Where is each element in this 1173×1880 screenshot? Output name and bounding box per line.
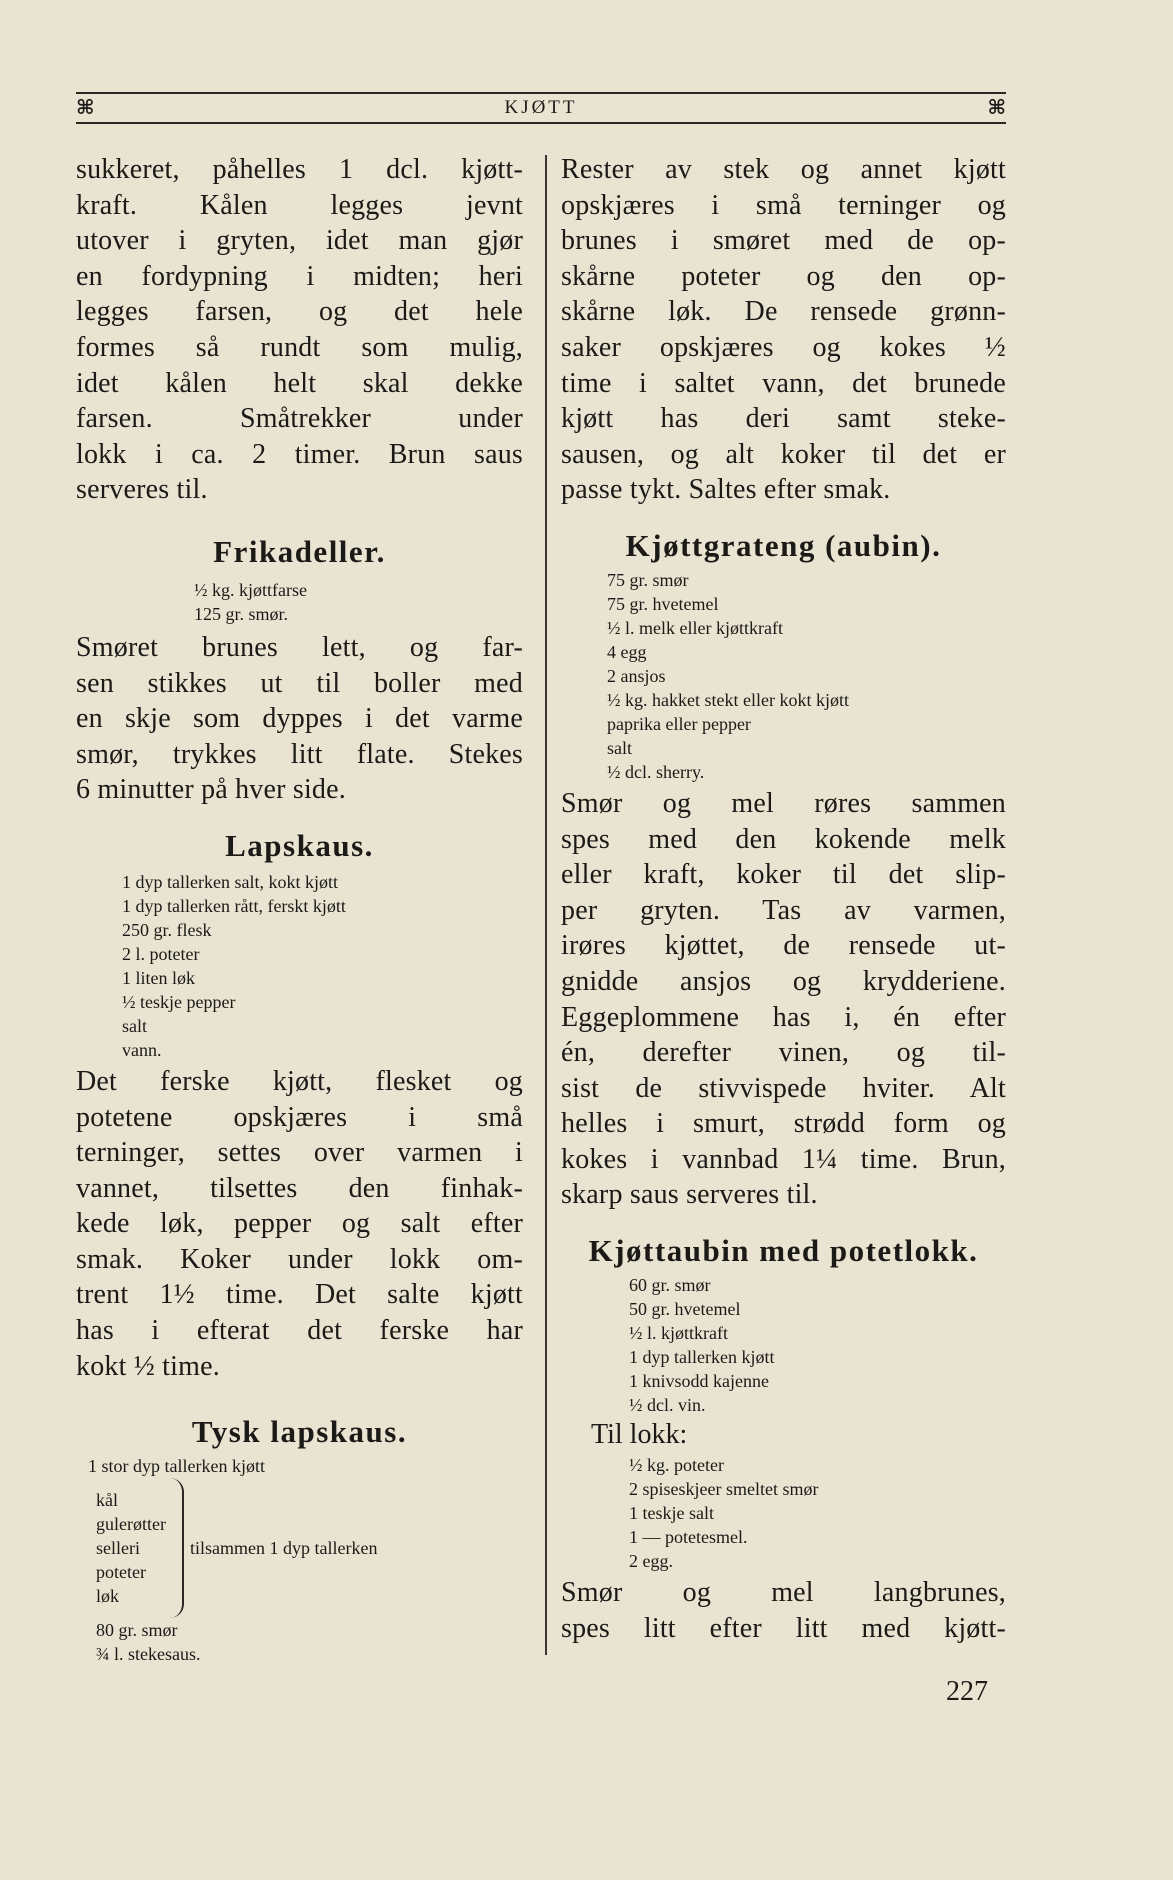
ingredient: løk	[96, 1586, 120, 1607]
ingredient: gulerøtter	[96, 1514, 166, 1535]
ingredient: ½ teskje pepper	[122, 991, 236, 1012]
text-line: helles i smurt, strødd form og	[561, 1108, 1006, 1140]
ingredient: 1 dyp tallerken rått, ferskt kjøtt	[122, 895, 346, 916]
text-line: Smør og mel røres sammen	[561, 787, 1006, 819]
text-line: sist de stivvispede hviter. Alt	[561, 1072, 1006, 1104]
ingredient: 2 spiseskjeer smeltet smør	[629, 1479, 819, 1500]
text-line: irøres kjøttet, de rensede ut-	[561, 930, 1006, 962]
column-divider	[545, 155, 547, 1655]
ingredient: 2 l. poteter	[122, 943, 200, 964]
recipe-text	[561, 1575, 1006, 1646]
text-line: time i saltet vann, det brunede	[561, 367, 1006, 399]
text-line: skårne løk. De rensede grønn-	[561, 296, 1006, 328]
recipe-text	[76, 1064, 523, 1384]
ingredient: kål	[96, 1490, 118, 1511]
ingredient: 80 gr. smør	[96, 1620, 178, 1641]
ingredient: 1 dyp tallerken kjøtt	[629, 1347, 775, 1368]
recipe-title-lapskaus: Lapskaus.	[225, 827, 374, 863]
text-line: has i efterat det ferske har	[76, 1315, 523, 1347]
text-line: kjøtt has deri samt steke-	[561, 403, 1006, 435]
ingredient: 50 gr. hvetemel	[629, 1299, 741, 1320]
text-line: Smør og mel langbrunes,	[561, 1577, 1006, 1609]
intro-paragraph	[76, 152, 523, 508]
text-line: sen stikkes ut til boller med	[76, 667, 523, 699]
ingredient: ½ l. melk eller kjøttkraft	[607, 617, 783, 638]
ingredient: ½ kg. hakket stekt eller kokt kjøtt	[607, 689, 849, 710]
ingredient-list	[561, 568, 1006, 784]
ornament-right-icon: ⌘	[987, 97, 1006, 119]
ingredient-list	[76, 870, 523, 1062]
ingredient: vann.	[122, 1039, 162, 1060]
header-title: KJØTT	[504, 97, 578, 118]
text-line: Det ferske kjøtt, flesket og	[76, 1065, 523, 1097]
text-line: legges farsen, og det hele	[76, 296, 523, 328]
text-line: potetene opskjæres i små	[76, 1101, 523, 1133]
ingredient: 250 gr. flesk	[122, 919, 212, 940]
text-line: trent 1½ time. Det salte kjøtt	[76, 1279, 523, 1311]
ingredient: 1 teskje salt	[629, 1503, 714, 1524]
text-line: smør, trykkes litt flate. Stekes	[76, 738, 523, 770]
ingredient: 1 dyp tallerken salt, kokt kjøtt	[122, 871, 338, 892]
ingredient: ½ kg. kjøttfarse	[194, 579, 307, 600]
text-line: sausen, og alt koker til det er	[561, 438, 1006, 470]
ingredient-list	[76, 1618, 523, 1666]
text-line: eller kraft, koker til det slip-	[561, 859, 1006, 891]
text-line: kokes i vannbad 1¼ time. Brun,	[561, 1143, 1006, 1175]
ingredient: 75 gr. smør	[607, 569, 689, 590]
text-line: saker opskjæres og kokes ½	[561, 331, 1006, 363]
ingredient: ¾ l. stekesaus.	[96, 1644, 201, 1665]
ingredient: ½ dcl. sherry.	[607, 761, 705, 782]
text-line: en fordypning i midten; heri	[76, 260, 523, 292]
recipe-title-frikadeller: Frikadeller.	[213, 533, 386, 569]
text-line: farsen. Småtrekker under	[76, 403, 523, 435]
text-line: formes så rundt som mulig,	[76, 331, 523, 363]
page-number: 227	[946, 1676, 988, 1707]
text-line: en skje som dyppes i det varme	[76, 703, 523, 735]
ingredient: 60 gr. smør	[629, 1275, 711, 1296]
ingredient: poteter	[96, 1562, 146, 1583]
left-column	[76, 152, 523, 1666]
text-line: utover i gryten, idet man gjør	[76, 225, 523, 257]
text-line: 6 minutter på hver side.	[76, 774, 346, 806]
ornament-left-icon: ⌘	[76, 97, 95, 119]
text-line: idet kålen helt skal dekke	[76, 367, 523, 399]
text-line: skårne poteter og den op-	[561, 260, 1006, 292]
text-line: Rester av stek og annet kjøtt	[561, 154, 1006, 185]
text-line: terninger, settes over varmen i	[76, 1137, 523, 1169]
text-line: brunes i smøret med de op-	[561, 225, 1006, 257]
ingredient: 1 knivsodd kajenne	[629, 1371, 769, 1392]
ingredient-list	[96, 1488, 166, 1608]
recipe-title-kjottgrateng: Kjøttgrateng (aubin).	[625, 527, 942, 563]
ingredient: 75 gr. hvetemel	[607, 593, 719, 614]
ingredient: salt	[122, 1015, 147, 1036]
ingredient: 1 liten løk	[122, 967, 195, 988]
text-line: skarp saus serveres til.	[561, 1179, 818, 1211]
intro-paragraph	[561, 152, 1006, 508]
text-line: én, derefter vinen, og til-	[561, 1037, 1006, 1069]
text-line: spes med den kokende melk	[561, 823, 1006, 855]
text-line: opskjæres i små terninger og	[561, 189, 1006, 221]
text-line: lokk i ca. 2 timer. Brun saus	[76, 438, 523, 470]
text-line: kokt ½ time.	[76, 1350, 220, 1382]
text-line: per gryten. Tas av varmen,	[561, 894, 1006, 926]
text-line: Smøret brunes lett, og far-	[76, 631, 523, 663]
text-line: Eggeplommene has i, én efter	[561, 1001, 1006, 1033]
running-header	[76, 92, 1006, 124]
braced-ingredients	[76, 1478, 523, 1618]
recipe-text	[76, 630, 523, 808]
text-line: kraft. Kålen legges jevnt	[76, 189, 523, 221]
ingredient: selleri	[96, 1538, 140, 1559]
ingredient-list	[76, 578, 523, 626]
ingredient-list	[561, 1273, 1006, 1417]
text-line: smak. Koker under lokk om-	[76, 1243, 523, 1275]
text-line: vannet, tilsettes den finhak-	[76, 1172, 523, 1204]
text-line: sukkeret, påhelles 1 dcl. kjøtt-	[76, 154, 523, 185]
text-line: spes litt efter litt med kjøtt-	[561, 1612, 1006, 1644]
recipe-text	[561, 786, 1006, 1213]
ingredient: ½ kg. poteter	[629, 1455, 724, 1476]
ingredient: ½ l. kjøttkraft	[629, 1323, 728, 1344]
brace-icon	[170, 1478, 184, 1618]
brace-label: tilsammen 1 dyp tallerken	[189, 1537, 378, 1558]
ingredient: 2 ansjos	[607, 665, 666, 686]
text-line: serveres til.	[76, 474, 208, 506]
lid-label: Til lokk:	[591, 1419, 688, 1451]
ingredient-list	[561, 1453, 1006, 1573]
ingredient: 1 stor dyp tallerken kjøtt	[88, 1456, 265, 1477]
ingredient: 4 egg	[607, 641, 647, 662]
ingredient: 1 — potetesmel.	[629, 1527, 748, 1548]
text-line: kede løk, pepper og salt efter	[76, 1208, 523, 1240]
recipe-title-tysk-lapskaus: Tysk lapskaus.	[191, 1414, 408, 1450]
text-line: passe tykt. Saltes efter smak.	[561, 474, 891, 506]
ingredient: paprika eller pepper	[607, 713, 751, 734]
text-line: gnidde ansjos og krydderiene.	[561, 965, 1006, 997]
ingredient: salt	[607, 737, 632, 758]
right-column	[561, 152, 1006, 1646]
ingredient: 2 egg.	[629, 1551, 673, 1572]
ingredient-list	[76, 1454, 523, 1478]
recipe-title-kjottaubin: Kjøttaubin med potetlokk.	[588, 1233, 979, 1269]
ingredient: 125 gr. smør.	[194, 603, 289, 624]
ingredient: ½ dcl. vin.	[629, 1395, 706, 1416]
